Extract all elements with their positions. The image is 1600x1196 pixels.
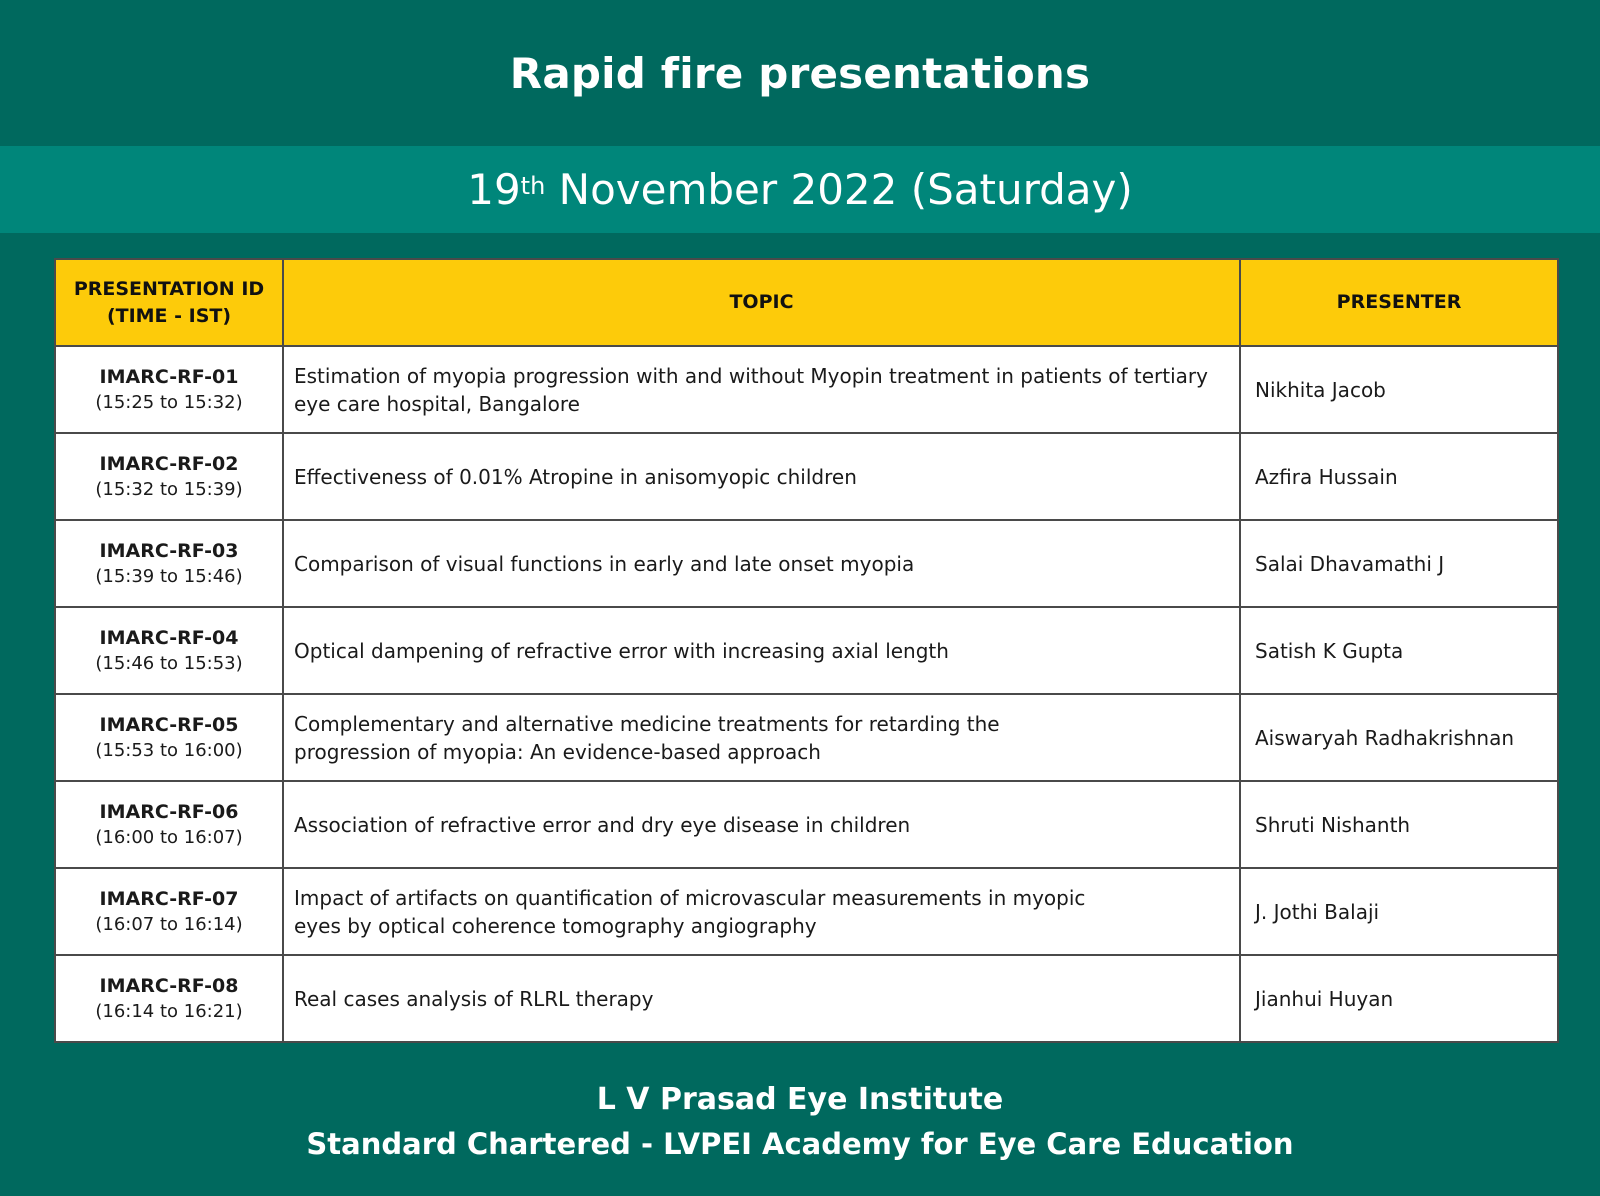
presentation-id: IMARC-RF-05 [99,713,239,736]
page-title: Rapid fire presentations [509,48,1091,98]
presentation-id: IMARC-RF-08 [99,974,239,997]
presentation-time: (15:32 to 15:39) [95,478,243,500]
table-row [55,694,1558,781]
presentation-id-cell [55,520,283,607]
date-day: 19 [467,165,521,214]
presentation-id-cell [55,868,283,955]
presentation-id: IMARC-RF-02 [99,452,239,475]
topic-cell: Complementary and alternative medicine treatments for retarding the progression of myopia: An evidence-based approach [283,694,1240,781]
presentation-time: (16:00 to 16:07) [95,826,243,848]
topic-cell: Estimation of myopia progression with and without Myopin treatment in patients of tertiary eye care hospital, Bangalore [283,346,1240,433]
date-suffix: th [520,171,546,200]
presenter-cell: Aiswaryah Radhakrishnan [1240,694,1558,781]
presentation-id: IMARC-RF-04 [99,626,239,649]
table-row [55,781,1558,868]
table-row [55,607,1558,694]
topic-cell: Effectiveness of 0.01% Atropine in anisomyopic children [283,433,1240,520]
topic-cell: Optical dampening of refractive error with increasing axial length [283,607,1240,694]
date-rest: November 2022 (Saturday) [545,165,1133,214]
table-row [55,346,1558,433]
presenter-cell: Salai Dhavamathi J [1240,520,1558,607]
presentation-id: IMARC-RF-07 [99,887,239,910]
date-banner [0,146,1600,233]
topic-cell: Impact of artifacts on quantification of microvascular measurements in myopic eyes by optical coherence tomography angiography [283,868,1240,955]
table-header-row [55,259,1558,346]
presentation-id-cell [55,955,283,1042]
table-row [55,868,1558,955]
topic-cell: Comparison of visual functions in early and late onset myopia [283,520,1240,607]
column-header-presenter: PRESENTER [1240,259,1558,346]
table-row [55,955,1558,1042]
table-row [55,520,1558,607]
presentation-id: IMARC-RF-03 [99,539,239,562]
presentation-time: (16:14 to 16:21) [95,1000,243,1022]
footer-institute-name: L V Prasad Eye Institute [596,1082,1004,1117]
presentation-time: (15:25 to 15:32) [95,391,243,413]
presentation-id-cell [55,346,283,433]
footer-academy-name: Standard Chartered - LVPEI Academy for Eye Care Education [306,1127,1294,1161]
presentation-time: (15:53 to 16:00) [95,739,243,761]
presenter-cell: Satish K Gupta [1240,607,1558,694]
presenter-cell: Shruti Nishanth [1240,781,1558,868]
column-header-id-line1: PRESENTATION ID [73,277,265,300]
topic-cell: Real cases analysis of RLRL therapy [283,955,1240,1042]
column-header-topic: TOPIC [283,259,1240,346]
presentation-time: (15:39 to 15:46) [95,565,243,587]
table-row [55,433,1558,520]
presentation-id-cell [55,781,283,868]
column-header-id [55,259,283,346]
presenter-cell: Nikhita Jacob [1240,346,1558,433]
presentation-time: (15:46 to 15:53) [95,652,243,674]
column-header-id-line2: (TIME - IST) [106,304,232,327]
presenter-cell: J. Jothi Balaji [1240,868,1558,955]
presentation-id-cell [55,607,283,694]
presentation-id: IMARC-RF-01 [99,365,239,388]
presentation-time: (16:07 to 16:14) [95,913,243,935]
presentation-id-cell [55,694,283,781]
presentation-id-cell [55,433,283,520]
presenter-cell: Jianhui Huyan [1240,955,1558,1042]
presentation-id: IMARC-RF-06 [99,800,239,823]
schedule-table [54,258,1559,1043]
topic-cell: Association of refractive error and dry eye disease in children [283,781,1240,868]
presenter-cell: Azfira Hussain [1240,433,1558,520]
